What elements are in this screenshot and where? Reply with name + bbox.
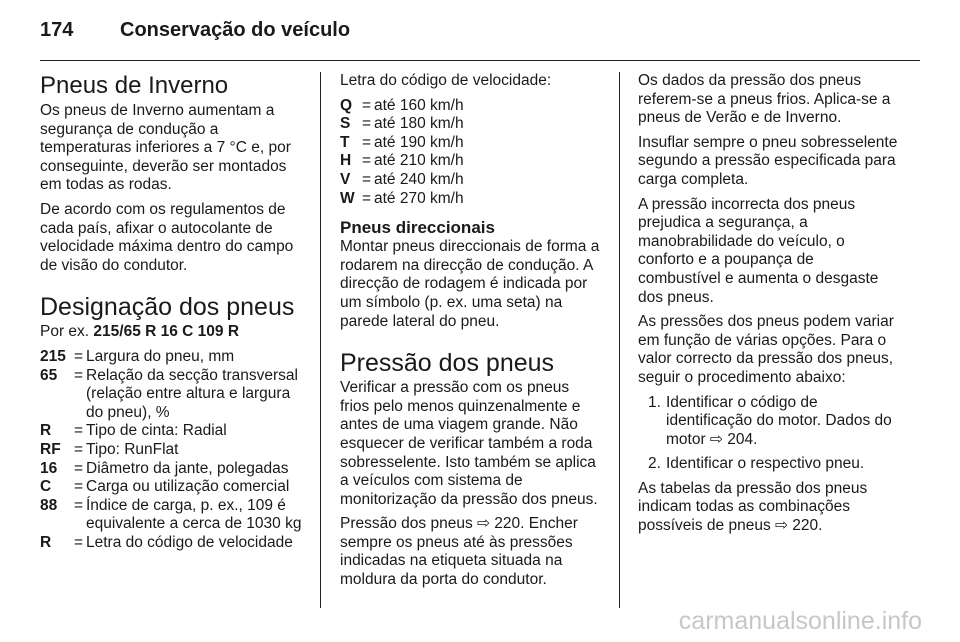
speed-code-value: até 240 km/h — [374, 170, 464, 188]
speed-code-item: V = até 240 km/h — [340, 171, 602, 190]
speed-code-list — [340, 97, 602, 209]
speed-code-item: T = até 190 km/h — [340, 134, 602, 153]
pressure-options-paragraph: As pressões dos pneus podem variar em função de várias opções. Para o valor correcto da pressão dos pneus, seguir o procedimento abaixo: — [638, 313, 894, 386]
speed-code-value: até 270 km/h — [374, 189, 464, 207]
definition-key: RF — [40, 440, 61, 458]
definition-value: Tipo de cinta: Radial — [86, 422, 227, 440]
column-divider-1 — [320, 72, 321, 608]
step-text: Identificar o código de identificação do motor. Dados do motor ⇨ 204. — [666, 393, 892, 448]
header-rule — [40, 60, 920, 61]
definition-item: 65 = Relação da secção transversal (relação entre altura e largura do pneu), % — [40, 367, 302, 423]
definition-item: R = Tipo de cinta: Radial — [40, 422, 302, 441]
speed-code-item: H = até 210 km/h — [340, 152, 602, 171]
page-header — [40, 19, 350, 49]
site-watermark: carmanualsonline.info — [678, 607, 922, 635]
speed-code-item: Q = até 160 km/h — [340, 97, 602, 116]
step-number: 2. — [648, 455, 661, 473]
speed-code-value: até 190 km/h — [374, 133, 464, 151]
definition-item: 16 = Diâmetro da jante, polegadas — [40, 460, 302, 479]
spare-tyre-paragraph: Insuflar sempre o pneu sobresselente segundo a pressão especificada para carga completa. — [638, 133, 898, 188]
speed-code-key: H — [340, 152, 352, 170]
speed-code-value: até 210 km/h — [374, 152, 464, 170]
directional-tyres-heading: Pneus direccionais — [340, 218, 495, 238]
speed-code-value: até 180 km/h — [374, 115, 464, 133]
winter-tyres-paragraph-2: De acordo com os regulamentos de cada país, afixar o autocolante de velocidade máxima dentro do campo de visão do condutor. — [40, 200, 294, 274]
definition-key: C — [40, 478, 52, 496]
speed-code-intro: Letra do código de velocidade: — [340, 72, 552, 89]
definition-item: 88 = Índice de carga, p. ex., 109 é equivalente a cerca de 1030 kg — [40, 496, 302, 533]
definition-value: Letra do código de velocidade — [86, 533, 293, 551]
page-number: 174 — [40, 19, 74, 41]
directional-tyres-text: Montar pneus direccionais de forma a rodarem na direcção de condução. A direcção de rodagem é indicada por um símbolo (p. ex. uma seta) na parede lateral do pneu. — [340, 238, 600, 330]
definition-value: Relação da secção transversal (relação entre altura e largura do pneu), % — [86, 366, 298, 421]
speed-code-key: W — [340, 189, 355, 207]
definition-value: Índice de carga, p. ex., 109 é equivalente a cerca de 1030 kg — [86, 496, 302, 533]
speed-code-item: W = até 270 km/h — [340, 190, 602, 209]
procedure-step — [638, 394, 900, 450]
speed-code-value: até 160 km/h — [374, 96, 464, 114]
column-2 — [340, 72, 602, 596]
incorrect-pressure-paragraph: A pressão incorrecta dos pneus prejudica a segurança, a manobrabilidade do veículo, o conforto e a poupança de combustível e aumenta o desgaste dos pneus. — [638, 195, 879, 306]
example-prefix: Por ex. — [40, 323, 90, 341]
column-3 — [638, 72, 900, 542]
tyre-pressure-paragraph-1: Verificar a pressão com os pneus frios pelo menos quinzenalmente e antes de uma viagem grande. Não esquecer de verificar também a roda sobresselente. Isto também se aplica a veículos com sistema de monitorização da pressão dos pneus. — [340, 379, 598, 508]
procedure-steps — [638, 394, 900, 474]
tyre-designation-example — [40, 323, 302, 342]
speed-code-key: T — [340, 133, 350, 151]
speed-code-key: S — [340, 115, 351, 133]
tyre-pressure-paragraph-2: Pressão dos pneus ⇨ 220. Encher sempre os pneus até às pressões indicadas na etiqueta situada na moldura da porta do condutor. — [340, 515, 578, 589]
definition-item: R = Letra do código de velocidade — [40, 534, 302, 553]
winter-tyres-paragraph-1: Os pneus de Inverno aumentam a segurança de condução a temperaturas inferiores a 7 °C e, por conseguinte, deverão ser montados em todas as rodas. — [40, 102, 291, 194]
definition-key: R — [40, 533, 52, 551]
definition-key: R — [40, 422, 52, 440]
procedure-step — [638, 455, 900, 474]
winter-tyres-heading: Pneus de Inverno — [40, 72, 229, 99]
definition-item: 215 = Largura do pneu, mm — [40, 348, 302, 367]
definition-value: Tipo: RunFlat — [86, 440, 179, 458]
column-divider-2 — [619, 72, 620, 608]
column-1 — [40, 72, 302, 558]
speed-code-key: Q — [340, 96, 353, 114]
pressure-data-paragraph: Os dados da pressão dos pneus referem-se a pneus frios. Aplica-se a pneus de Verão e de Inverno. — [638, 72, 891, 127]
tyre-designation-heading: Designação dos pneus — [40, 293, 295, 322]
chapter-title: Conservação do veículo — [120, 19, 351, 41]
tyre-pressure-heading: Pressão dos pneus — [340, 349, 555, 378]
definition-key: 215 — [40, 347, 66, 365]
step-number: 1. — [648, 393, 661, 411]
definition-key: 65 — [40, 366, 58, 384]
example-code: 215/65 R 16 C 109 R — [93, 323, 240, 341]
definition-value: Diâmetro da jante, polegadas — [86, 459, 289, 477]
definition-key: 16 — [40, 459, 58, 477]
pressure-tables-paragraph: As tabelas da pressão dos pneus indicam todas as combinações possíveis de pneus ⇨ 220. — [638, 479, 868, 535]
definition-item: C = Carga ou utilização comercial — [40, 478, 302, 497]
speed-code-item: S = até 180 km/h — [340, 115, 602, 134]
step-text: Identificar o respectivo pneu. — [666, 455, 865, 473]
definition-value: Carga ou utilização comercial — [86, 478, 290, 496]
speed-code-key: V — [340, 170, 351, 188]
definition-key: 88 — [40, 496, 58, 514]
definition-value: Largura do pneu, mm — [86, 347, 235, 365]
designation-definitions — [40, 348, 302, 553]
definition-item: RF = Tipo: RunFlat — [40, 441, 302, 460]
